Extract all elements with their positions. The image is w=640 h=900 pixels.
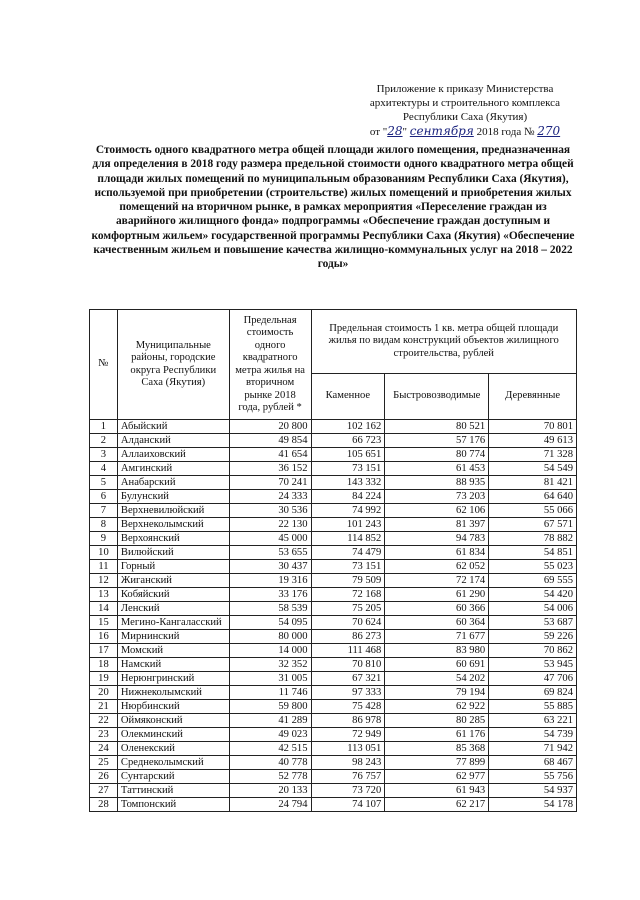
row-number: 5 — [90, 476, 118, 490]
wood-price: 68 467 — [489, 756, 577, 770]
header-num: № — [90, 310, 118, 420]
row-number: 18 — [90, 658, 118, 672]
stone-price: 143 332 — [311, 476, 385, 490]
district-name: Олекминский — [117, 728, 229, 742]
row-number: 12 — [90, 574, 118, 588]
stone-price: 70 810 — [311, 658, 385, 672]
stone-price: 73 720 — [311, 784, 385, 798]
district-name: Вилюйский — [117, 546, 229, 560]
stone-price: 105 651 — [311, 448, 385, 462]
wood-price: 67 571 — [489, 518, 577, 532]
table-row — [90, 742, 577, 756]
secondary-price: 33 176 — [229, 588, 311, 602]
district-name: Жиганский — [117, 574, 229, 588]
district-name: Нижнеколымский — [117, 686, 229, 700]
stone-price: 66 723 — [311, 434, 385, 448]
district-name: Верхоянский — [117, 532, 229, 546]
wood-price: 71 328 — [489, 448, 577, 462]
secondary-price: 53 655 — [229, 546, 311, 560]
stone-price: 67 321 — [311, 672, 385, 686]
wood-price: 59 226 — [489, 630, 577, 644]
secondary-price: 42 515 — [229, 742, 311, 756]
secondary-price: 49 854 — [229, 434, 311, 448]
table-row — [90, 770, 577, 784]
secondary-price: 59 800 — [229, 700, 311, 714]
row-number: 25 — [90, 756, 118, 770]
row-number: 2 — [90, 434, 118, 448]
table-row — [90, 490, 577, 504]
wood-price: 54 739 — [489, 728, 577, 742]
table-row — [90, 518, 577, 532]
secondary-price: 54 095 — [229, 616, 311, 630]
appendix-header — [350, 82, 580, 139]
district-name: Оймяконский — [117, 714, 229, 728]
district-name: Томпонский — [117, 798, 229, 812]
wood-price: 54 851 — [489, 546, 577, 560]
district-name: Горный — [117, 560, 229, 574]
stone-price: 86 978 — [311, 714, 385, 728]
wood-price: 49 613 — [489, 434, 577, 448]
order-number: 270 — [537, 124, 561, 138]
header-stone: Каменное — [311, 374, 385, 420]
table-row — [90, 602, 577, 616]
table-row — [90, 476, 577, 490]
secondary-price: 31 005 — [229, 672, 311, 686]
row-number: 21 — [90, 700, 118, 714]
secondary-price: 45 000 — [229, 532, 311, 546]
table-row — [90, 672, 577, 686]
fast-price: 80 774 — [385, 448, 489, 462]
header-district: Муниципальные районы, городские округа Республики Саха (Якутия) — [117, 310, 229, 420]
fast-price: 71 677 — [385, 630, 489, 644]
wood-price: 54 178 — [489, 798, 577, 812]
table-row — [90, 560, 577, 574]
wood-price: 55 023 — [489, 560, 577, 574]
table-row — [90, 784, 577, 798]
fast-price: 61 176 — [385, 728, 489, 742]
row-number: 22 — [90, 714, 118, 728]
fast-price: 62 217 — [385, 798, 489, 812]
fast-price: 62 977 — [385, 770, 489, 784]
fast-price: 61 834 — [385, 546, 489, 560]
fast-price: 60 364 — [385, 616, 489, 630]
district-name: Нерюнгринский — [117, 672, 229, 686]
header-fast: Быстровозводимые — [385, 374, 489, 420]
stone-price: 72 949 — [311, 728, 385, 742]
wood-price: 71 942 — [489, 742, 577, 756]
appendix-line-3: Республики Саха (Якутия) — [402, 111, 528, 123]
district-name: Сунтарский — [117, 770, 229, 784]
stone-price: 75 428 — [311, 700, 385, 714]
secondary-price: 49 023 — [229, 728, 311, 742]
secondary-price: 40 778 — [229, 756, 311, 770]
stone-price: 74 479 — [311, 546, 385, 560]
wood-price: 55 885 — [489, 700, 577, 714]
wood-price: 54 549 — [489, 462, 577, 476]
wood-price: 55 756 — [489, 770, 577, 784]
table-row — [90, 434, 577, 448]
document-title: Стоимость одного квадратного метра общей площади жилого помещения, предназначенная для определения в 2018 году размера предельной стоимости одного квадратного метра общей площади жилых помещений по муниципальным образованиям Республики Саха (Якутия), используемой при приобретении (строительстве) жилых помещений и приобретения жилых помещений на вторичном рынке, в рамках мероприятия «Переселение граждан из аварийного жилищного фонда» подпрограммы «Обеспечение граждан доступным и комфортным жильем» государственной программы Республики Саха (Якутия) «Обеспечение качественным жильем и повышение качества жилищно-коммунальных услуг на 2018 – 2022 годы» — [91, 144, 575, 271]
fast-price: 61 290 — [385, 588, 489, 602]
wood-price: 63 221 — [489, 714, 577, 728]
district-name: Нюрбинский — [117, 700, 229, 714]
row-number: 15 — [90, 616, 118, 630]
district-name: Момский — [117, 644, 229, 658]
stone-price: 101 243 — [311, 518, 385, 532]
table-row — [90, 728, 577, 742]
wood-price: 53 687 — [489, 616, 577, 630]
stone-price: 72 168 — [311, 588, 385, 602]
stone-price: 98 243 — [311, 756, 385, 770]
district-name: Булунский — [117, 490, 229, 504]
appendix-line-2: архитектуры и строительного комплекса — [369, 97, 561, 109]
stone-price: 79 509 — [311, 574, 385, 588]
wood-price: 47 706 — [489, 672, 577, 686]
secondary-price: 22 130 — [229, 518, 311, 532]
district-name: Амгинский — [117, 462, 229, 476]
stone-price: 74 992 — [311, 504, 385, 518]
row-number: 14 — [90, 602, 118, 616]
district-name: Оленекский — [117, 742, 229, 756]
stone-price: 111 468 — [311, 644, 385, 658]
district-name: Ленский — [117, 602, 229, 616]
row-number: 24 — [90, 742, 118, 756]
stone-price: 102 162 — [311, 420, 385, 434]
wood-price: 69 824 — [489, 686, 577, 700]
district-name: Верхнеколымский — [117, 518, 229, 532]
stone-price: 97 333 — [311, 686, 385, 700]
secondary-price: 20 133 — [229, 784, 311, 798]
fast-price: 60 366 — [385, 602, 489, 616]
secondary-price: 30 536 — [229, 504, 311, 518]
fast-price: 62 052 — [385, 560, 489, 574]
district-name: Среднеколымский — [117, 756, 229, 770]
stone-price: 86 273 — [311, 630, 385, 644]
stone-price: 75 205 — [311, 602, 385, 616]
secondary-price: 36 152 — [229, 462, 311, 476]
stone-price: 114 852 — [311, 532, 385, 546]
secondary-price: 80 000 — [229, 630, 311, 644]
wood-price: 81 421 — [489, 476, 577, 490]
fast-price: 57 176 — [385, 434, 489, 448]
stone-price: 76 757 — [311, 770, 385, 784]
district-name: Анабарский — [117, 476, 229, 490]
row-number: 8 — [90, 518, 118, 532]
table-row — [90, 644, 577, 658]
row-number: 9 — [90, 532, 118, 546]
district-name: Таттинский — [117, 784, 229, 798]
fast-price: 62 922 — [385, 700, 489, 714]
row-number: 1 — [90, 420, 118, 434]
fast-price: 94 783 — [385, 532, 489, 546]
secondary-price: 14 000 — [229, 644, 311, 658]
wood-price: 54 937 — [489, 784, 577, 798]
fast-price: 81 397 — [385, 518, 489, 532]
row-number: 3 — [90, 448, 118, 462]
row-number: 7 — [90, 504, 118, 518]
fast-price: 88 935 — [385, 476, 489, 490]
date-mid: " — [402, 126, 408, 138]
fast-price: 62 106 — [385, 504, 489, 518]
row-number: 23 — [90, 728, 118, 742]
row-number: 4 — [90, 462, 118, 476]
row-number: 17 — [90, 644, 118, 658]
district-name: Верхневилюйский — [117, 504, 229, 518]
row-number: 27 — [90, 784, 118, 798]
price-table — [89, 309, 577, 812]
table-body — [90, 420, 577, 812]
fast-price: 61 943 — [385, 784, 489, 798]
fast-price: 85 368 — [385, 742, 489, 756]
row-number: 19 — [90, 672, 118, 686]
secondary-price: 24 794 — [229, 798, 311, 812]
secondary-price: 70 241 — [229, 476, 311, 490]
table-row — [90, 658, 577, 672]
secondary-price: 41 289 — [229, 714, 311, 728]
table-row — [90, 756, 577, 770]
wood-price: 70 862 — [489, 644, 577, 658]
table-row — [90, 700, 577, 714]
table-row — [90, 588, 577, 602]
table-row — [90, 714, 577, 728]
wood-price: 64 640 — [489, 490, 577, 504]
fast-price: 72 174 — [385, 574, 489, 588]
table-row — [90, 546, 577, 560]
table-row — [90, 504, 577, 518]
row-number: 6 — [90, 490, 118, 504]
date-month: сентября — [409, 124, 474, 138]
secondary-price: 58 539 — [229, 602, 311, 616]
secondary-price: 30 437 — [229, 560, 311, 574]
fast-price: 61 453 — [385, 462, 489, 476]
wood-price: 54 006 — [489, 602, 577, 616]
secondary-price: 20 800 — [229, 420, 311, 434]
row-number: 13 — [90, 588, 118, 602]
district-name: Абыйский — [117, 420, 229, 434]
table-row — [90, 532, 577, 546]
stone-price: 84 224 — [311, 490, 385, 504]
row-number: 11 — [90, 560, 118, 574]
row-number: 28 — [90, 798, 118, 812]
secondary-price: 11 746 — [229, 686, 311, 700]
row-number: 16 — [90, 630, 118, 644]
fast-price: 60 691 — [385, 658, 489, 672]
secondary-price: 24 333 — [229, 490, 311, 504]
district-name: Мегино-Кангаласский — [117, 616, 229, 630]
table-row — [90, 462, 577, 476]
table-row — [90, 798, 577, 812]
stone-price: 73 151 — [311, 462, 385, 476]
wood-price: 55 066 — [489, 504, 577, 518]
fast-price: 54 202 — [385, 672, 489, 686]
fast-price: 77 899 — [385, 756, 489, 770]
district-name: Мирнинский — [117, 630, 229, 644]
row-number: 26 — [90, 770, 118, 784]
order-date-line — [350, 124, 580, 139]
stone-price: 70 624 — [311, 616, 385, 630]
fast-price: 83 980 — [385, 644, 489, 658]
wood-price: 70 801 — [489, 420, 577, 434]
wood-price: 54 420 — [489, 588, 577, 602]
fast-price: 80 285 — [385, 714, 489, 728]
stone-price: 73 151 — [311, 560, 385, 574]
stone-price: 74 107 — [311, 798, 385, 812]
row-number: 20 — [90, 686, 118, 700]
secondary-price: 32 352 — [229, 658, 311, 672]
secondary-price: 19 316 — [229, 574, 311, 588]
row-number: 10 — [90, 546, 118, 560]
table-row — [90, 448, 577, 462]
wood-price: 78 882 — [489, 532, 577, 546]
date-year-text: 2018 года № — [476, 126, 535, 138]
table-row — [90, 686, 577, 700]
district-name: Алданский — [117, 434, 229, 448]
fast-price: 79 194 — [385, 686, 489, 700]
table-row — [90, 630, 577, 644]
district-name: Кобяйский — [117, 588, 229, 602]
header-secondary: Предельная стоимость одного квадратного метра жилья на вторичном рынке 2018 года, рублей * — [229, 310, 311, 420]
district-name: Аллаиховский — [117, 448, 229, 462]
date-prefix: от " — [369, 126, 388, 138]
secondary-price: 52 778 — [229, 770, 311, 784]
wood-price: 53 945 — [489, 658, 577, 672]
secondary-price: 41 654 — [229, 448, 311, 462]
fast-price: 73 203 — [385, 490, 489, 504]
table-row — [90, 574, 577, 588]
date-day: 28 — [387, 124, 403, 138]
table-row — [90, 420, 577, 434]
fast-price: 80 521 — [385, 420, 489, 434]
header-construction-group: Предельная стоимость 1 кв. метра общей площади жилья по видам конструкций объектов жилищного строительства, рублей — [311, 310, 577, 374]
table-row — [90, 616, 577, 630]
wood-price: 69 555 — [489, 574, 577, 588]
district-name: Намский — [117, 658, 229, 672]
stone-price: 113 051 — [311, 742, 385, 756]
header-wood: Деревянные — [489, 374, 577, 420]
appendix-line-1: Приложение к приказу Министерства — [376, 83, 554, 95]
